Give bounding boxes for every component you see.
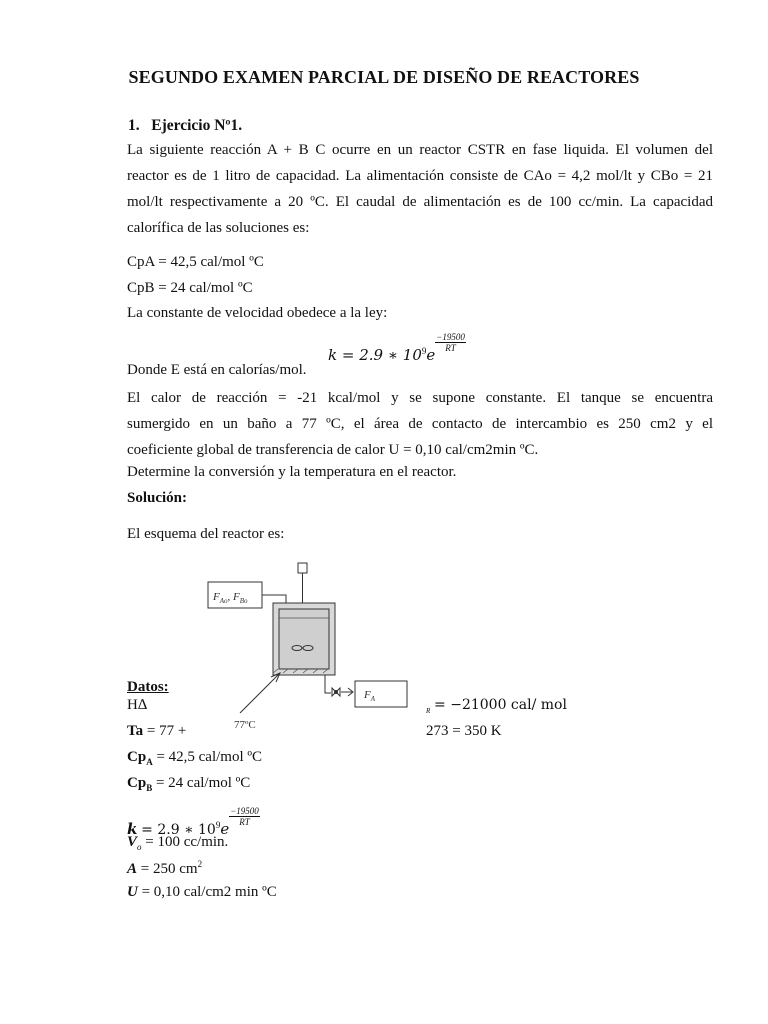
k-exp: 9 [215,820,221,830]
vo-sub: o [137,842,142,852]
ta-eq: = 77 + [146,723,187,739]
a-label: A [127,861,138,877]
outlet-label: $F_A$ [364,689,376,703]
k-num: −19500 [230,806,259,816]
vo-data [127,834,228,852]
k-fraction [229,806,260,827]
heat-line: El calor de reacción = -21 kcal/mol y se supone constante. El tanque se encuentra [127,390,713,406]
valve-icon [332,688,340,696]
heat-line: coeficiente global de transferencia de calor U = 0,10 cal/cm2min ºC. [127,442,539,458]
exercise-heading [128,117,242,135]
determine-text: Determine la conversión y la temperatura en el reactor. [127,464,457,480]
energy-units-text: Donde E está en calorías/mol. [127,362,307,378]
heat-line: sumergido en un baño a 77 ºC, el área de contacto de intercambio es 250 cm2 y el [127,416,713,432]
ta-line [127,723,186,740]
bath-temp-label: 77ºC [234,719,256,730]
a-data [127,859,202,878]
vo-value: = 100 cc/min. [145,834,229,850]
exercise-title: Ejercicio Nº1. [151,117,243,134]
reactor-vessel [273,603,335,675]
k-label: k [127,820,138,838]
rate-eq-den: RT [445,343,456,353]
datos-label: Datos: [127,679,169,695]
intro-line: reactor es de 1 litro de capacidad. La alimentación consiste de CAo = 4,2 mol/lt y CBo = 21 [127,168,713,184]
feed-label: $F_{Ao}$, $F_{Bo}$ [213,591,248,605]
rate-eq-fraction [435,332,466,353]
cpa-data [127,749,262,767]
ta-label: Ta [127,723,144,739]
k-e: e [220,820,230,838]
cpa-label: Cp [127,749,147,765]
intro-paragraph [127,137,713,241]
rate-eq-lhs: k = 2.9 ∗ 10 [328,346,422,364]
feed-box [208,582,262,608]
page-title: SEGUNDO EXAMEN PARCIAL DE DISEÑO DE REACTORES [128,67,640,87]
a-value: = 250 cm [140,861,198,877]
cpb-value: = 24 cal/mol ºC [155,775,251,791]
cpb-sub: B [146,783,153,793]
u-data [127,884,277,901]
intro-line: La siguiente reacción A + B C ocurre en un reactor CSTR en fase liquida. El volumen del [127,142,713,158]
intro-line: mol/lt respectivamente a 20 ºC. El caudal de alimentación es de 100 cc/min. La capacidad [127,194,713,210]
intro-line: calorífica de las soluciones es: [127,220,310,236]
exercise-number: 1. [128,117,140,134]
u-value: = 0,10 cal/cm2 min ºC [141,884,277,900]
outlet-box [355,681,407,707]
vo-label: V [127,834,138,850]
solution-label: Solución: [127,490,188,506]
h-prefix: H∆ [127,697,148,713]
cpb-label: Cp [127,775,147,791]
cpa-line: CpA = 42,5 cal/mol ºC [127,254,264,270]
h-value: = −21000 cal/ mol [434,697,567,713]
ta-result: 273 = 350 K [426,723,502,739]
bath-line [240,673,280,713]
h-value-line [426,697,567,715]
outlet-line [325,675,331,693]
u-label: U [127,884,138,900]
rate-law-text: La constante de velocidad obedece a la ley: [127,305,388,321]
k-den: RT [239,817,250,827]
rate-equation [328,332,466,365]
cpb-data [127,775,250,793]
h-sub: R [426,707,431,715]
k-value: = 2.9 ∗ 10 [141,822,216,838]
heat-paragraph [127,385,713,463]
rate-eq-num: −19500 [436,332,465,342]
cpb-line: CpB = 24 cal/mol ºC [127,280,253,296]
reactor-diagram [200,555,415,730]
scheme-text: El esquema del reactor es: [127,526,285,542]
rate-eq-e: e [426,346,436,364]
cpa-sub: A [146,757,153,767]
rate-eq-exp: 9 [421,346,427,356]
cpa-value: = 42,5 cal/mol ºC [156,749,263,765]
a-exp: 2 [197,859,203,869]
